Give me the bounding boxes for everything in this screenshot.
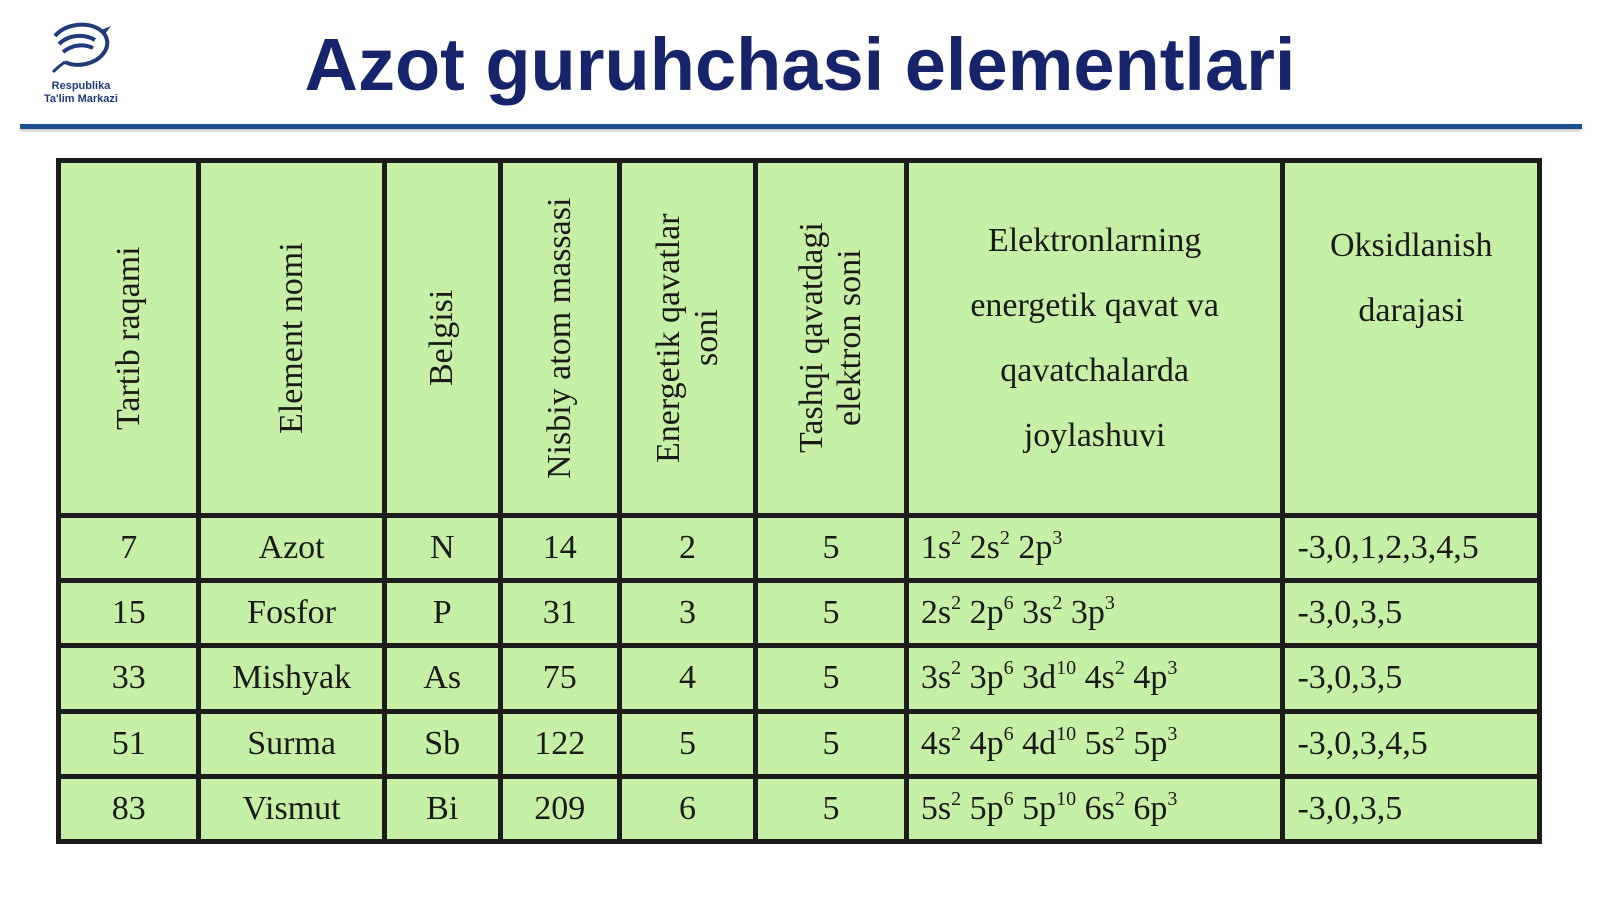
header-cell <box>756 161 907 516</box>
logo <box>26 18 136 122</box>
logo-line1: Respublika <box>51 80 111 92</box>
table-row <box>59 776 1540 841</box>
orbital: 4p <box>969 724 1004 762</box>
orbital: 6p <box>1133 789 1168 827</box>
cell-oksidlanish-darajasi: -3,0,3,5 <box>1283 581 1540 646</box>
cell-element-nomi: Surma <box>199 711 384 776</box>
orbital-electrons: 6 <box>1003 787 1014 810</box>
orbital-electrons: 2 <box>951 657 962 680</box>
header-belgisi: Belgisi <box>423 289 461 387</box>
orbital-electrons: 6 <box>1003 722 1014 745</box>
orbital: 5p <box>969 789 1004 827</box>
orbital: 4d <box>1022 724 1057 762</box>
cell-oksidlanish-darajasi: -3,0,3,5 <box>1283 776 1540 841</box>
orbital-electrons: 2 <box>951 527 962 550</box>
cell-element-nomi: Fosfor <box>199 581 384 646</box>
cell-tashqi-elektron: 5 <box>756 646 907 711</box>
cell-tashqi-elektron: 5 <box>756 516 907 581</box>
cell-tartib-raqami: 7 <box>59 516 199 581</box>
cell-qavatlar-soni: 2 <box>619 516 755 581</box>
orbital: 5s <box>920 789 952 827</box>
orbital-electrons: 2 <box>951 592 962 615</box>
cell-qavatlar-soni: 3 <box>619 581 755 646</box>
orbital-electrons: 10 <box>1056 722 1077 745</box>
cell-elektron-konfiguratsiya <box>906 581 1283 646</box>
orbital: 4s <box>1084 659 1115 697</box>
cell-element-nomi: Mishyak <box>199 646 384 711</box>
cell-atom-massa: 209 <box>500 776 619 841</box>
cell-atom-massa: 14 <box>500 516 619 581</box>
orbital-electrons: 3 <box>1052 527 1063 550</box>
cell-qavatlar-soni: 4 <box>619 646 755 711</box>
header-tashqi-qavatdagi-elektron-soni: Tashqi qavatdagi elektron soni <box>793 222 869 454</box>
page-title: Azot guruhchasi elementlari <box>304 23 1296 106</box>
elements-table <box>56 158 1542 844</box>
orbital-electrons: 3 <box>1104 592 1115 615</box>
table-row <box>59 581 1540 646</box>
orbital: 1s <box>920 529 952 567</box>
orbital: 3p <box>969 659 1004 697</box>
orbital: 3s <box>1022 594 1053 632</box>
orbital: 2p <box>969 594 1004 632</box>
header-cell <box>384 161 500 516</box>
orbital: 3d <box>1022 659 1057 697</box>
orbital: 2p <box>1018 529 1053 567</box>
cell-tartib-raqami: 83 <box>59 776 199 841</box>
cell-oksidlanish-darajasi: -3,0,3,5 <box>1283 646 1540 711</box>
bird-logo-icon <box>45 18 117 74</box>
orbital: 4p <box>1133 659 1168 697</box>
cell-belgisi: Bi <box>384 776 500 841</box>
cell-oksidlanish-darajasi: -3,0,3,4,5 <box>1283 711 1540 776</box>
cell-elektron-konfiguratsiya <box>906 646 1283 711</box>
cell-belgisi: N <box>384 516 500 581</box>
header-oksidlanish-darajasi: Oksidlanish darajasi <box>1330 227 1493 329</box>
orbital: 2s <box>969 529 1000 567</box>
cell-elektron-konfiguratsiya <box>906 516 1283 581</box>
header-cell <box>59 161 199 516</box>
header-tartib-raqami: Tartib raqami <box>109 246 147 430</box>
cell-belgisi: P <box>384 581 500 646</box>
orbital-electrons: 6 <box>1003 657 1014 680</box>
orbital-electrons: 3 <box>1167 657 1178 680</box>
orbital-electrons: 2 <box>1114 657 1125 680</box>
orbital-electrons: 10 <box>1056 787 1077 810</box>
header-cell <box>906 161 1283 516</box>
orbital-electrons: 10 <box>1056 657 1077 680</box>
orbital-electrons: 2 <box>1114 722 1125 745</box>
orbital-electrons: 2 <box>951 722 962 745</box>
orbital: 6s <box>1084 789 1115 827</box>
cell-elektron-konfiguratsiya <box>906 711 1283 776</box>
orbital: 3p <box>1070 594 1105 632</box>
table-row <box>59 516 1540 581</box>
cell-tartib-raqami: 15 <box>59 581 199 646</box>
orbital-electrons: 2 <box>951 787 962 810</box>
table-row <box>59 646 1540 711</box>
orbital: 5s <box>1084 724 1115 762</box>
header-cell <box>1283 161 1540 516</box>
header-cell <box>619 161 755 516</box>
orbital-electrons: 3 <box>1167 722 1178 745</box>
cell-tartib-raqami: 51 <box>59 711 199 776</box>
table-body <box>59 516 1540 842</box>
header-energetik-qavatlar-soni: Energetik qavatlar soni <box>649 213 725 463</box>
header-divider <box>20 124 1582 129</box>
cell-elektron-konfiguratsiya <box>906 776 1283 841</box>
orbital-electrons: 2 <box>1114 787 1125 810</box>
orbital: 2s <box>920 594 952 632</box>
cell-tashqi-elektron: 5 <box>756 581 907 646</box>
header-element-nomi: Element nomi <box>272 242 310 434</box>
cell-qavatlar-soni: 5 <box>619 711 755 776</box>
cell-oksidlanish-darajasi: -3,0,1,2,3,4,5 <box>1283 516 1540 581</box>
cell-tashqi-elektron: 5 <box>756 711 907 776</box>
orbital-electrons: 3 <box>1167 787 1178 810</box>
cell-tartib-raqami: 33 <box>59 646 199 711</box>
cell-atom-massa: 75 <box>500 646 619 711</box>
table-row <box>59 711 1540 776</box>
orbital-electrons: 2 <box>999 527 1010 550</box>
header-cell <box>500 161 619 516</box>
header-elektronlarning-joylashuvi: Elektronlarning energetik qavat va qavatchalarda joylashuvi <box>970 222 1219 454</box>
orbital: 3s <box>920 659 952 697</box>
cell-atom-massa: 31 <box>500 581 619 646</box>
orbital: 5p <box>1022 789 1057 827</box>
cell-atom-massa: 122 <box>500 711 619 776</box>
cell-qavatlar-soni: 6 <box>619 776 755 841</box>
cell-belgisi: As <box>384 646 500 711</box>
header-nisbiy-atom-massasi: Nisbiy atom massasi <box>540 197 578 479</box>
orbital: 5p <box>1133 724 1168 762</box>
header-cell <box>199 161 384 516</box>
logo-line2: Ta'lim Markazi <box>44 93 118 105</box>
cell-element-nomi: Azot <box>199 516 384 581</box>
cell-element-nomi: Vismut <box>199 776 384 841</box>
orbital: 4s <box>920 724 952 762</box>
orbital-electrons: 6 <box>1003 592 1014 615</box>
table-header-row <box>59 161 1540 516</box>
cell-tashqi-elektron: 5 <box>756 776 907 841</box>
orbital-electrons: 2 <box>1052 592 1063 615</box>
cell-belgisi: Sb <box>384 711 500 776</box>
